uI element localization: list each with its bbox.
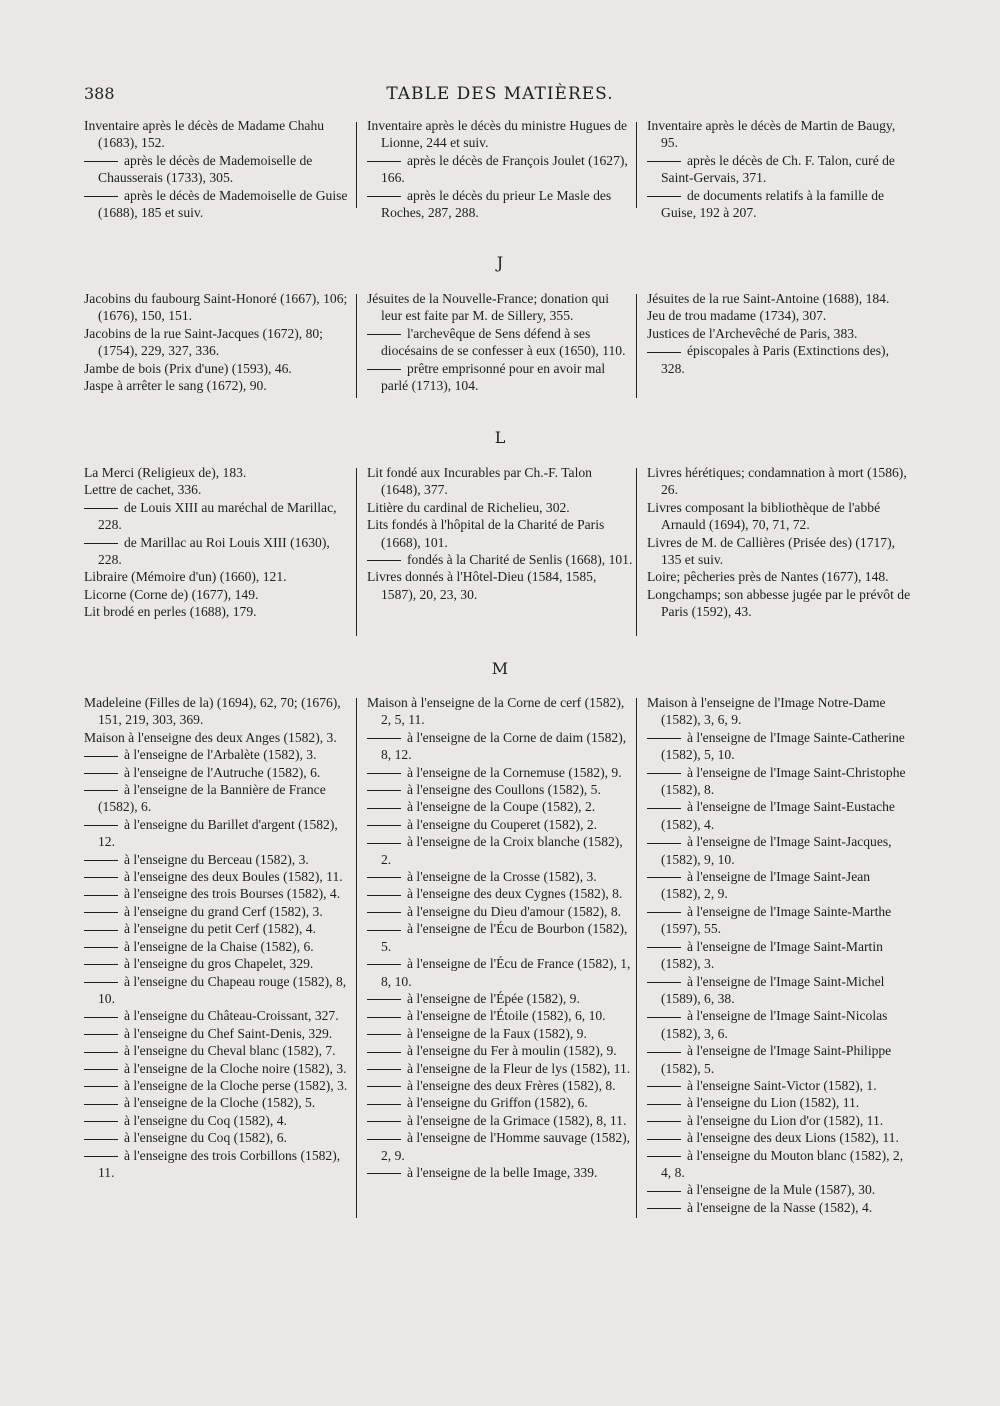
index-entry	[84, 360, 350, 377]
entry-text: à l'enseigne de l'Image Saint-Michel (1589), 6, 38.	[661, 973, 885, 1006]
entry-text: Lit fondé aux Incurables par Ch.-F. Talon (1648), 377.	[367, 465, 592, 498]
index-subentry	[367, 920, 633, 955]
entry-text: à l'enseigne du Fer à moulin (1582), 9.	[407, 1043, 617, 1059]
index-entry	[84, 290, 350, 325]
ditto-dash	[84, 930, 118, 931]
entry-text: Jacobins de la rue Saint-Jacques (1672), 80; (1754), 229, 327, 336.	[84, 325, 323, 359]
entry-text: à l'enseigne du Château-Croissant, 327.	[124, 1008, 339, 1024]
entry-text: à l'enseigne de la Mule (1587), 30.	[687, 1182, 876, 1198]
entry-text: Maison à l'enseigne de la Corne de cerf (1582), 2, 5, 11.	[367, 695, 625, 728]
index-subentry	[647, 868, 913, 903]
entry-text: à l'enseigne du Mouton blanc (1582), 2, 4, 8.	[661, 1147, 904, 1180]
ditto-dash	[367, 930, 401, 931]
ditto-dash	[367, 825, 401, 826]
index-subentry	[647, 1199, 913, 1216]
entry-text: Livres donnés à l'Hôtel-Dieu (1584, 1585, 1587), 20, 23, 30.	[367, 569, 597, 602]
index-subentry	[647, 764, 913, 799]
entry-text: à l'enseigne de la Coupe (1582), 2.	[407, 799, 596, 815]
entry-text: à l'enseigne de l'Homme sauvage (1582), 2, 9.	[381, 1130, 631, 1163]
entry-text: Jacobins du faubourg Saint-Honoré (1667), 106; (1676), 150, 151.	[84, 291, 348, 324]
index-entry	[84, 377, 350, 394]
entry-text: après le décès de Mademoiselle de Chausserais (1733), 305.	[98, 152, 313, 186]
ditto-dash	[367, 196, 401, 197]
entry-text: Jambe de bois (Prix d'une) (1593), 46.	[84, 360, 292, 376]
entry-text: à l'enseigne de la Cloche noire (1582), 3.	[124, 1060, 347, 1076]
index-entry	[84, 325, 350, 360]
i-column-1	[84, 117, 350, 221]
index-entry	[84, 694, 350, 729]
index-subentry	[367, 729, 633, 764]
l-column-3	[647, 464, 913, 621]
index-subentry	[84, 868, 350, 885]
ditto-dash	[84, 543, 118, 544]
index-entry	[84, 117, 350, 152]
l-column-1	[84, 464, 350, 621]
ditto-dash	[367, 773, 401, 774]
entry-text: à l'enseigne de l'Image Saint-Nicolas (1582), 3, 6.	[661, 1008, 888, 1041]
entry-text: Inventaire après le décès du ministre Hugues de Lionne, 244 et suiv.	[367, 118, 628, 151]
entry-text: à l'enseigne des trois Corbillons (1582), 11.	[98, 1147, 341, 1180]
ditto-dash	[647, 1191, 681, 1192]
entry-text: à l'enseigne des trois Bourses (1582), 4.	[124, 886, 341, 902]
index-subentry	[367, 1077, 633, 1094]
index-subentry	[367, 1060, 633, 1077]
ditto-dash	[647, 1086, 681, 1087]
entry-text: Maison à l'enseigne des deux Anges (1582), 3.	[84, 729, 337, 745]
column-rule	[356, 468, 357, 636]
entry-text: à l'enseigne de l'Image Saint-Jacques, (1582), 9, 10.	[661, 834, 892, 867]
index-subentry	[367, 152, 633, 187]
entry-text: de Louis XIII au maréchal de Marillac, 228.	[98, 499, 337, 533]
ditto-dash	[647, 1208, 681, 1209]
index-entry	[647, 464, 913, 499]
index-subentry	[367, 1042, 633, 1059]
entry-text: Libraire (Mémoire d'un) (1660), 121.	[84, 569, 287, 585]
entry-text: à l'enseigne de l'Image Saint-Philippe (1582), 5.	[661, 1043, 892, 1076]
ditto-dash	[84, 756, 118, 757]
entry-text: à l'enseigne Saint-Victor (1582), 1.	[687, 1077, 877, 1093]
entry-text: à l'enseigne de l'Image Sainte-Marthe (1597), 55.	[661, 903, 892, 937]
ditto-dash	[367, 1017, 401, 1018]
entry-text: à l'enseigne de l'Autruche (1582), 6.	[124, 764, 321, 780]
entry-text: Jésuites de la Nouvelle-France; donation qui leur est faite par M. de Sillery, 355.	[367, 291, 609, 324]
index-subentry	[84, 973, 350, 1008]
index-subentry	[84, 764, 350, 781]
entry-text: à l'enseigne des deux Cygnes (1582), 8.	[407, 886, 623, 902]
index-subentry	[647, 833, 913, 868]
entry-text: Licorne (Corne de) (1677), 149.	[84, 586, 259, 602]
ditto-dash	[367, 808, 401, 809]
entry-text: à l'enseigne du Coq (1582), 6.	[124, 1130, 287, 1146]
index-subentry	[84, 781, 350, 816]
ditto-dash	[367, 1069, 401, 1070]
ditto-dash	[367, 999, 401, 1000]
entry-text: à l'enseigne du Dieu d'amour (1582), 8.	[407, 903, 622, 919]
ditto-dash	[647, 773, 681, 774]
index-subentry	[647, 798, 913, 833]
ditto-dash	[367, 964, 401, 965]
j-column-2	[367, 290, 633, 394]
index-subentry	[367, 868, 633, 885]
entry-text: à l'enseigne de la Grimace (1582), 8, 11.	[407, 1112, 627, 1128]
ditto-dash	[367, 1173, 401, 1174]
entry-text: à l'enseigne du Chapeau rouge (1582), 8, 10.	[98, 973, 347, 1006]
index-subentry	[647, 1129, 913, 1146]
entry-text: Jésuites de la rue Saint-Antoine (1688), 184.	[647, 291, 890, 306]
index-subentry	[367, 885, 633, 902]
entry-text: à l'enseigne du Barillet d'argent (1582), 12.	[98, 816, 338, 850]
entry-text: après le décès de François Joulet (1627), 166.	[381, 152, 628, 186]
ditto-dash	[84, 1086, 118, 1087]
ditto-dash	[84, 508, 118, 509]
index-subentry	[647, 187, 913, 222]
index-entry	[84, 568, 350, 585]
ditto-dash	[367, 843, 401, 844]
entry-text: à l'enseigne de la belle Image, 339.	[407, 1164, 598, 1180]
entry-text: après le décès du prieur Le Masle des Roches, 287, 288.	[381, 187, 612, 221]
column-rule	[356, 294, 357, 398]
index-subentry	[84, 1147, 350, 1182]
index-subentry	[647, 938, 913, 973]
index-entry	[647, 117, 913, 152]
ditto-dash	[367, 161, 401, 162]
entry-text: à l'enseigne du gros Chapelet, 329.	[124, 956, 314, 972]
ditto-dash	[367, 1052, 401, 1053]
index-entry	[84, 586, 350, 603]
ditto-dash	[647, 738, 681, 739]
entry-text: à l'enseigne des deux Frères (1582), 8.	[407, 1077, 616, 1093]
index-subentry	[647, 1112, 913, 1129]
ditto-dash	[84, 825, 118, 826]
ditto-dash	[647, 1017, 681, 1018]
index-entry	[647, 568, 913, 585]
ditto-dash	[367, 738, 401, 739]
i-column-2	[367, 117, 633, 221]
ditto-dash	[367, 1086, 401, 1087]
index-subentry	[367, 325, 633, 360]
index-entry	[84, 603, 350, 620]
index-entry	[367, 499, 633, 516]
index-subentry	[367, 798, 633, 815]
entry-text: Longchamps; son abbesse jugée par le prévôt de Paris (1592), 43.	[647, 586, 911, 620]
index-subentry	[84, 1112, 350, 1129]
ditto-dash	[84, 982, 118, 983]
page-number: 388	[84, 84, 115, 103]
index-entry	[647, 586, 913, 621]
index-subentry	[84, 885, 350, 902]
index-subentry	[647, 1042, 913, 1077]
entry-text: à l'enseigne du Griffon (1582), 6.	[407, 1095, 588, 1111]
entry-text: à l'enseigne de l'Écu de France (1582), 1, 8, 10.	[381, 956, 631, 989]
entry-text: à l'enseigne de l'Image Saint-Jean (1582), 2, 9.	[661, 869, 871, 902]
ditto-dash	[647, 1052, 681, 1053]
entry-text: à l'enseigne de la Cloche perse (1582), 3.	[124, 1077, 348, 1093]
index-subentry	[367, 1112, 633, 1129]
index-entry	[647, 534, 913, 569]
entry-text: fondés à la Charité de Senlis (1668), 101.	[407, 552, 633, 568]
entry-text: à l'enseigne des Coullons (1582), 5.	[407, 782, 601, 798]
entry-text: épiscopales à Paris (Extinctions des), 328.	[661, 343, 889, 376]
ditto-dash	[367, 877, 401, 878]
entry-text: La Merci (Religieux de), 183.	[84, 465, 247, 480]
entry-text: à l'enseigne du petit Cerf (1582), 4.	[124, 921, 316, 937]
index-subentry	[84, 938, 350, 955]
j-column-3	[647, 290, 913, 377]
entry-text: à l'enseigne de l'Arbalète (1582), 3.	[124, 747, 317, 763]
entry-text: après le décès de Mademoiselle de Guise (1688), 185 et suiv.	[98, 187, 348, 221]
entry-text: à l'enseigne de la Crosse (1582), 3.	[407, 869, 597, 885]
ditto-dash	[84, 1104, 118, 1105]
index-subentry	[84, 499, 350, 534]
index-subentry	[367, 1129, 633, 1164]
entry-text: Inventaire après le décès de Madame Chahu (1683), 152.	[84, 118, 325, 151]
entry-text: Lits fondés à l'hôpital de la Charité de Paris (1668), 101.	[367, 517, 605, 550]
index-subentry	[647, 973, 913, 1008]
ditto-dash	[367, 895, 401, 896]
ditto-dash	[647, 196, 681, 197]
entry-text: à l'enseigne de la Cloche (1582), 5.	[124, 1095, 316, 1111]
ditto-dash	[84, 1139, 118, 1140]
ditto-dash	[647, 982, 681, 983]
ditto-dash	[84, 1156, 118, 1157]
entry-text: à l'enseigne de l'Étoile (1582), 6, 10.	[407, 1008, 606, 1024]
l-column-2	[367, 464, 633, 603]
entry-text: à l'enseigne de l'Épée (1582), 9.	[407, 990, 580, 1006]
index-entry	[647, 325, 913, 342]
index-subentry	[84, 1007, 350, 1024]
entry-text: à l'enseigne de la Cornemuse (1582), 9.	[407, 764, 622, 780]
ditto-dash	[84, 196, 118, 197]
index-subentry	[647, 1007, 913, 1042]
ditto-dash	[84, 773, 118, 774]
index-entry	[367, 117, 633, 152]
ditto-dash	[647, 1121, 681, 1122]
index-entry	[84, 464, 350, 481]
entry-text: à l'enseigne de la Fleur de lys (1582), 11.	[407, 1060, 631, 1076]
ditto-dash	[367, 560, 401, 561]
entry-text: à l'enseigne de la Croix blanche (1582), 2.	[381, 834, 623, 867]
index-subentry	[647, 1077, 913, 1094]
ditto-dash	[647, 843, 681, 844]
ditto-dash	[367, 1121, 401, 1122]
entry-text: Livres composant la bibliothèque de l'abbé Arnauld (1694), 70, 71, 72.	[647, 499, 881, 533]
ditto-dash	[84, 895, 118, 896]
ditto-dash	[367, 1104, 401, 1105]
index-entry	[84, 481, 350, 498]
i-column-3	[647, 117, 913, 221]
m-column-3	[647, 694, 913, 1216]
index-subentry	[84, 187, 350, 222]
entry-text: à l'enseigne du Coq (1582), 4.	[124, 1112, 287, 1128]
ditto-dash	[367, 369, 401, 370]
m-column-2	[367, 694, 633, 1181]
entry-text: à l'enseigne de l'Image Saint-Christophe (1582), 8.	[661, 764, 906, 798]
entry-text: Jeu de trou madame (1734), 307.	[647, 308, 827, 324]
index-subentry	[367, 360, 633, 395]
entry-text: de Marillac au Roi Louis XIII (1630), 228.	[98, 534, 330, 568]
entry-text: à l'enseigne de l'Écu de Bourbon (1582), 5.	[381, 921, 628, 954]
column-rule	[636, 468, 637, 636]
index-subentry	[84, 903, 350, 920]
entry-text: à l'enseigne du Couperet (1582), 2.	[407, 816, 598, 832]
index-subentry	[367, 955, 633, 990]
entry-text: à l'enseigne du Berceau (1582), 3.	[124, 851, 309, 867]
ditto-dash	[84, 964, 118, 965]
ditto-dash	[647, 808, 681, 809]
ditto-dash	[367, 334, 401, 335]
entry-text: Livres de M. de Callières (Prisée des) (1717), 135 et suiv.	[647, 534, 896, 568]
ditto-dash	[647, 352, 681, 353]
entry-text: de documents relatifs à la famille de Guise, 192 à 207.	[661, 187, 885, 221]
entry-text: à l'enseigne de la Bannière de France (1582), 6.	[98, 782, 326, 815]
index-subentry	[84, 1025, 350, 1042]
ditto-dash	[647, 947, 681, 948]
entry-text: à l'enseigne de la Nasse (1582), 4.	[687, 1199, 873, 1215]
index-subentry	[367, 1164, 633, 1181]
j-column-1	[84, 290, 350, 394]
ditto-dash	[84, 860, 118, 861]
entry-text: Jaspe à arrêter le sang (1672), 90.	[84, 378, 267, 394]
ditto-dash	[84, 912, 118, 913]
entry-text: l'archevêque de Sens défend à ses diocésains de se confesser à eux (1650), 110.	[381, 325, 626, 359]
index-entry	[367, 290, 633, 325]
index-entry	[647, 499, 913, 534]
entry-text: à l'enseigne de la Chaise (1582), 6.	[124, 938, 314, 954]
index-subentry	[647, 1181, 913, 1198]
index-subentry	[367, 551, 633, 568]
section-letter-j: J	[496, 253, 504, 272]
ditto-dash	[84, 1017, 118, 1018]
column-rule	[636, 294, 637, 398]
index-subentry	[84, 816, 350, 851]
entry-text: Lettre de cachet, 336.	[84, 482, 202, 498]
entry-text: Inventaire après le décès de Martin de Baugy, 95.	[647, 118, 896, 151]
ditto-dash	[84, 161, 118, 162]
index-subentry	[367, 781, 633, 798]
index-subentry	[84, 1094, 350, 1111]
column-rule	[356, 698, 357, 1218]
entry-text: Livres hérétiques; condamnation à mort (1586), 26.	[647, 465, 907, 498]
index-subentry	[84, 1129, 350, 1146]
index-subentry	[84, 1060, 350, 1077]
index-entry	[647, 307, 913, 324]
index-entry	[367, 516, 633, 551]
index-subentry	[84, 851, 350, 868]
index-subentry	[647, 1094, 913, 1111]
entry-text: à l'enseigne de l'Image Saint-Eustache (1582), 4.	[661, 799, 895, 832]
column-rule	[636, 698, 637, 1218]
index-subentry	[84, 152, 350, 187]
index-subentry	[367, 833, 633, 868]
column-rule	[636, 122, 637, 208]
entry-text: à l'enseigne du Lion (1582), 11.	[687, 1095, 860, 1111]
entry-text: à l'enseigne de l'Image Saint-Martin (1582), 3.	[661, 938, 883, 972]
ditto-dash	[367, 790, 401, 791]
ditto-dash	[84, 1069, 118, 1070]
index-entry	[367, 464, 633, 499]
entry-text: Loire; pêcheries près de Nantes (1677), 148.	[647, 569, 889, 585]
section-letter-m: M	[491, 659, 509, 678]
entry-text: à l'enseigne des deux Lions (1582), 11.	[687, 1130, 899, 1146]
ditto-dash	[647, 1139, 681, 1140]
index-entry	[647, 694, 913, 729]
index-entry	[647, 290, 913, 307]
index-subentry	[84, 920, 350, 937]
entry-text: à l'enseigne du Chef Saint-Denis, 329.	[124, 1025, 333, 1041]
ditto-dash	[84, 1052, 118, 1053]
index-subentry	[367, 903, 633, 920]
entry-text: prêtre emprisonné pour en avoir mal parlé (1713), 104.	[381, 360, 606, 394]
entry-text: à l'enseigne du Lion d'or (1582), 11.	[687, 1112, 884, 1128]
index-subentry	[367, 764, 633, 781]
entry-text: à l'enseigne du Cheval blanc (1582), 7.	[124, 1043, 336, 1059]
index-subentry	[84, 955, 350, 972]
ditto-dash	[84, 947, 118, 948]
index-subentry	[647, 152, 913, 187]
ditto-dash	[647, 161, 681, 162]
section-letter-l: L	[494, 428, 506, 447]
page-header	[84, 84, 916, 110]
index-subentry	[367, 990, 633, 1007]
ditto-dash	[647, 1156, 681, 1157]
index-subentry	[367, 1094, 633, 1111]
ditto-dash	[367, 912, 401, 913]
ditto-dash	[647, 877, 681, 878]
index-subentry	[647, 342, 913, 377]
index-entry	[367, 568, 633, 603]
index-subentry	[367, 1007, 633, 1024]
entry-text: à l'enseigne de la Faux (1582), 9.	[407, 1025, 587, 1041]
entry-text: après le décès de Ch. F. Talon, curé de Saint-Gervais, 371.	[661, 152, 895, 186]
index-subentry	[367, 187, 633, 222]
entry-text: à l'enseigne du grand Cerf (1582), 3.	[124, 903, 323, 919]
ditto-dash	[84, 1121, 118, 1122]
index-entry	[367, 694, 633, 729]
index-subentry	[367, 816, 633, 833]
entry-text: à l'enseigne de l'Image Sainte-Catherine (1582), 5, 10.	[661, 729, 905, 763]
ditto-dash	[84, 1034, 118, 1035]
index-subentry	[84, 1077, 350, 1094]
ditto-dash	[647, 912, 681, 913]
entry-text: Litière du cardinal de Richelieu, 302.	[367, 499, 570, 515]
m-column-1	[84, 694, 350, 1181]
ditto-dash	[84, 877, 118, 878]
ditto-dash	[84, 790, 118, 791]
index-subentry	[84, 534, 350, 569]
index-subentry	[647, 1147, 913, 1182]
index-entry	[84, 729, 350, 746]
index-subentry	[647, 903, 913, 938]
ditto-dash	[367, 1139, 401, 1140]
entry-text: Justices de l'Archevêché de Paris, 383.	[647, 325, 858, 341]
column-rule	[356, 122, 357, 208]
index-subentry	[367, 1025, 633, 1042]
entry-text: Maison à l'enseigne de l'Image Notre-Dame (1582), 3, 6, 9.	[647, 695, 886, 728]
index-subentry	[84, 746, 350, 763]
entry-text: à l'enseigne des deux Boules (1582), 11.	[124, 869, 343, 885]
index-subentry	[84, 1042, 350, 1059]
ditto-dash	[647, 1104, 681, 1105]
ditto-dash	[367, 1034, 401, 1035]
entry-text: Lit brodé en perles (1688), 179.	[84, 604, 257, 620]
page-title: TABLE DES MATIÈRES.	[386, 84, 614, 104]
entry-text: Madeleine (Filles de la) (1694), 62, 70; (1676), 151, 219, 303, 369.	[84, 695, 341, 728]
index-subentry	[647, 729, 913, 764]
entry-text: à l'enseigne de la Corne de daim (1582), 8, 12.	[381, 729, 627, 763]
